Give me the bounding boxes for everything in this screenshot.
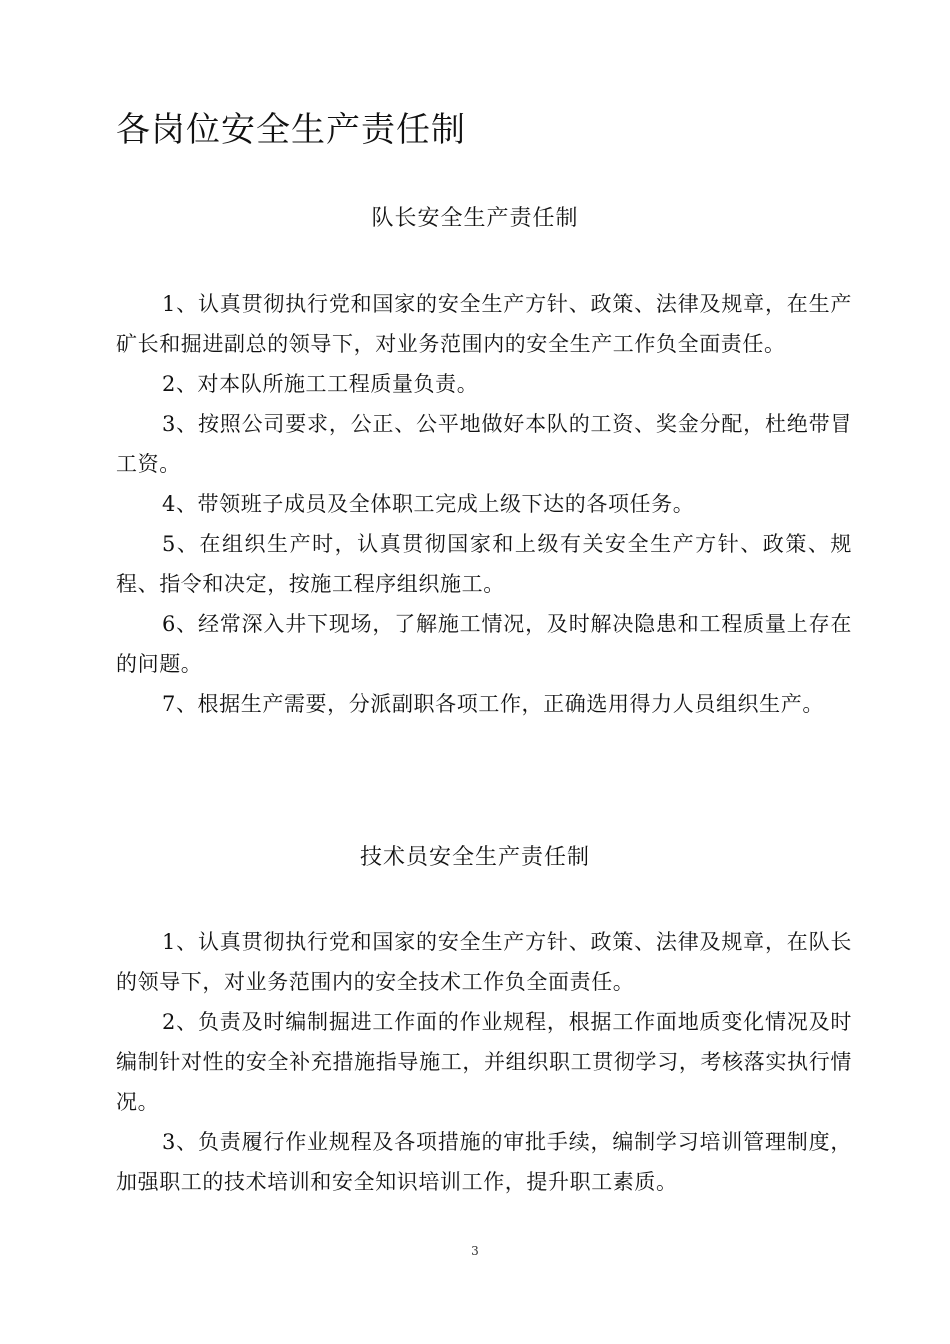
list-item: 2、负责及时编制掘进工作面的作业规程，根据工作面地质变化情况及时编制针对性的安全补充措施指导施工，并组织职工贯彻学习，考核落实执行情况。 — [116, 1010, 852, 1114]
list-item: 7、根据生产需要，分派副职各项工作，正确选用得力人员组织生产。 — [162, 692, 824, 716]
page-number: 3 — [471, 1244, 479, 1258]
list-item: 3、按照公司要求，公正、公平地做好本队的工资、奖金分配，杜绝带冒工资。 — [116, 412, 852, 476]
list-item: 1、认真贯彻执行党和国家的安全生产方针、政策、法律及规章，在队长的领导下，对业务范围内的安全技术工作负全面责任。 — [116, 930, 852, 994]
section-captain-items — [116, 284, 852, 724]
document-title: 各岗位安全生产责任制 — [116, 110, 466, 150]
list-item: 1、认真贯彻执行党和国家的安全生产方针、政策、法律及规章，在生产矿长和掘进副总的领导下，对业务范围内的安全生产工作负全面责任。 — [116, 292, 852, 356]
list-item: 2、对本队所施工工程质量负责。 — [162, 372, 479, 396]
section-heading-captain: 队长安全生产责任制 — [371, 206, 579, 231]
list-item: 5、在组织生产时，认真贯彻国家和上级有关安全生产方针、政策、规程、指令和决定，按施工程序组织施工。 — [116, 532, 852, 596]
list-item: 4、带领班子成员及全体职工完成上级下达的各项任务。 — [162, 492, 695, 516]
section-technician-items — [116, 922, 852, 1202]
section-heading-technician: 技术员安全生产责任制 — [359, 845, 590, 870]
list-item: 3、负责履行作业规程及各项措施的审批手续，编制学习培训管理制度，加强职工的技术培训和安全知识培训工作，提升职工素质。 — [116, 1130, 852, 1194]
list-item: 6、经常深入井下现场，了解施工情况，及时解决隐患和工程质量上存在的问题。 — [116, 612, 852, 676]
